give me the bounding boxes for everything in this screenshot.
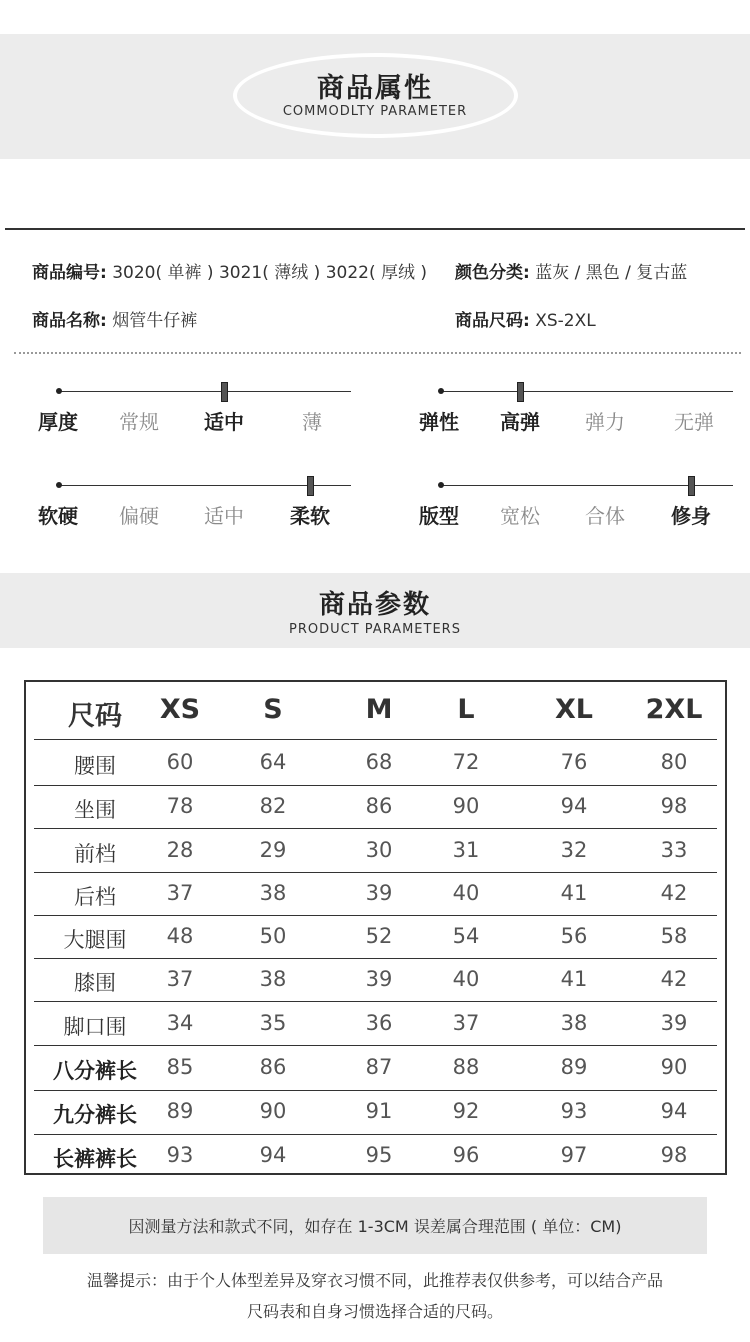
table-cell: 95 [365, 1143, 393, 1167]
table-row-label: 八分裤长 [53, 1059, 137, 1083]
table-cell: 41 [560, 967, 588, 991]
table-header-size: 尺码 [68, 701, 122, 732]
table-cell: 89 [560, 1055, 588, 1079]
table-cell: 76 [560, 750, 588, 774]
table-row-label: 大腿围 [63, 928, 127, 952]
table-cell: 90 [259, 1099, 287, 1123]
attribute-option: 修身 [671, 504, 711, 528]
table-cell: 86 [259, 1055, 287, 1079]
table-cell: 39 [365, 881, 393, 905]
table-cell: 42 [660, 881, 688, 905]
table-cell: 93 [560, 1099, 588, 1123]
table-cell: 94 [259, 1143, 287, 1167]
table-cell: 98 [660, 1143, 688, 1167]
table-cell: 87 [365, 1055, 393, 1079]
table-cell: 37 [452, 1011, 480, 1035]
section-title: 商品参数 [318, 590, 431, 620]
table-cell: 97 [560, 1143, 588, 1167]
table-cell: 85 [166, 1055, 194, 1079]
slider-track [58, 391, 351, 392]
table-row-divider [34, 872, 717, 873]
table-cell: 98 [660, 794, 688, 818]
section-title: 商品属性 [317, 73, 433, 104]
color-row [455, 258, 687, 283]
table-row-label: 腰围 [74, 754, 116, 778]
table-cell: 50 [259, 924, 287, 948]
table-row-label: 前档 [74, 842, 116, 866]
size-range-row [455, 306, 596, 331]
table-row-label: 坐围 [74, 798, 116, 822]
table-cell: 72 [452, 750, 480, 774]
table-cell: 92 [452, 1099, 480, 1123]
attribute-option: 合体 [585, 504, 625, 528]
table-cell: 29 [259, 838, 287, 862]
table-cell: 48 [166, 924, 194, 948]
table-row-divider [34, 1045, 717, 1046]
attribute-option: 适中 [204, 504, 244, 528]
size-range-label: 商品尺码: [455, 311, 530, 331]
table-cell: 37 [166, 967, 194, 991]
table-cell: 93 [166, 1143, 194, 1167]
section-subtitle: COMMODLTY PARAMETER [282, 104, 468, 119]
table-cell: 38 [259, 967, 287, 991]
table-cell: 68 [365, 750, 393, 774]
table-row-divider [34, 1090, 717, 1091]
table-row-label: 长裤裤长 [53, 1147, 137, 1171]
table-cell: 41 [560, 881, 588, 905]
table-cell: 80 [660, 750, 688, 774]
attribute-option: 宽松 [500, 504, 540, 528]
product-name-value: 烟管牛仔裤 [112, 311, 198, 331]
color-label: 颜色分类: [455, 263, 530, 283]
slider-start-dot [438, 482, 444, 488]
table-row-label: 膝围 [74, 971, 116, 995]
table-row-divider [34, 1134, 717, 1135]
table-cell: 32 [560, 838, 588, 862]
item-number-row [32, 258, 427, 283]
measurement-note: 因测量方法和款式不同，如存在 1-3CM 误差属合理范围 ( 单位：CM) [128, 1217, 622, 1236]
slider-knob [307, 476, 314, 496]
table-cell: 38 [259, 881, 287, 905]
table-row-divider [34, 1001, 717, 1002]
slider-start-dot [56, 388, 62, 394]
slider-track [440, 391, 733, 392]
item-number-label: 商品编号: [32, 263, 107, 283]
table-header-cell: S [263, 694, 283, 725]
table-row-divider [34, 828, 717, 829]
tip-text-line2: 尺码表和自身习惯选择合适的尺码。 [246, 1302, 503, 1321]
slider-start-dot [56, 482, 62, 488]
table-row-label: 九分裤长 [53, 1103, 137, 1127]
tip-text-line1: 温馨提示：由于个人体型差异及穿衣习惯不同，此推荐表仅供参考，可以结合产品 [86, 1271, 663, 1290]
table-header-cell: 2XL [645, 694, 703, 725]
table-cell: 54 [452, 924, 480, 948]
table-cell: 42 [660, 967, 688, 991]
product-name-label: 商品名称: [32, 311, 107, 331]
table-cell: 58 [660, 924, 688, 948]
table-header-cell: M [365, 694, 393, 725]
product-name-row [32, 306, 197, 331]
table-cell: 28 [166, 838, 194, 862]
table-cell: 40 [452, 967, 480, 991]
table-cell: 39 [660, 1011, 688, 1035]
slider-start-dot [438, 388, 444, 394]
table-cell: 86 [365, 794, 393, 818]
attribute-name: 软硬 [38, 504, 78, 528]
attribute-option: 适中 [204, 410, 244, 434]
table-row-label: 脚口围 [63, 1015, 127, 1039]
attribute-option: 常规 [119, 410, 159, 434]
attribute-option: 柔软 [290, 504, 330, 528]
attribute-option: 无弹 [674, 410, 714, 434]
table-row-divider [34, 739, 717, 740]
table-cell: 91 [365, 1099, 393, 1123]
section-subtitle: PRODUCT PARAMETERS [289, 622, 461, 637]
table-cell: 96 [452, 1143, 480, 1167]
attribute-name: 厚度 [38, 410, 78, 434]
attribute-option: 弹力 [585, 410, 625, 434]
table-row-divider [34, 958, 717, 959]
table-cell: 88 [452, 1055, 480, 1079]
table-cell: 90 [660, 1055, 688, 1079]
table-row-divider [34, 915, 717, 916]
table-header-cell: XL [554, 694, 594, 725]
slider-knob [517, 382, 524, 402]
attribute-option: 薄 [302, 410, 322, 434]
table-cell: 38 [560, 1011, 588, 1035]
table-cell: 36 [365, 1011, 393, 1035]
attribute-option: 高弹 [500, 410, 540, 434]
table-cell: 60 [166, 750, 194, 774]
table-cell: 64 [259, 750, 287, 774]
divider [5, 228, 745, 230]
table-cell: 82 [259, 794, 287, 818]
table-cell: 30 [365, 838, 393, 862]
table-row-divider [34, 785, 717, 786]
table-cell: 56 [560, 924, 588, 948]
table-cell: 52 [365, 924, 393, 948]
slider-knob [688, 476, 695, 496]
attribute-name: 版型 [419, 504, 459, 528]
attribute-option: 偏硬 [119, 504, 159, 528]
table-row-label: 后档 [74, 885, 116, 909]
table-cell: 31 [452, 838, 480, 862]
dotted-divider [14, 352, 741, 354]
item-number-value: 3020( 单裤 ) 3021( 薄绒 ) 3022( 厚绒 ) [112, 263, 428, 283]
table-cell: 94 [560, 794, 588, 818]
slider-knob [221, 382, 228, 402]
table-cell: 35 [259, 1011, 287, 1035]
table-cell: 78 [166, 794, 194, 818]
table-cell: 94 [660, 1099, 688, 1123]
table-cell: 89 [166, 1099, 194, 1123]
size-range-value: XS-2XL [535, 311, 596, 331]
table-header-cell: XS [159, 694, 201, 725]
table-cell: 40 [452, 881, 480, 905]
table-cell: 34 [166, 1011, 194, 1035]
table-cell: 39 [365, 967, 393, 991]
attribute-name: 弹性 [419, 410, 459, 434]
table-header-cell: L [457, 694, 475, 725]
color-value: 蓝灰 / 黑色 / 复古蓝 [535, 263, 688, 283]
table-cell: 33 [660, 838, 688, 862]
table-cell: 37 [166, 881, 194, 905]
table-cell: 90 [452, 794, 480, 818]
